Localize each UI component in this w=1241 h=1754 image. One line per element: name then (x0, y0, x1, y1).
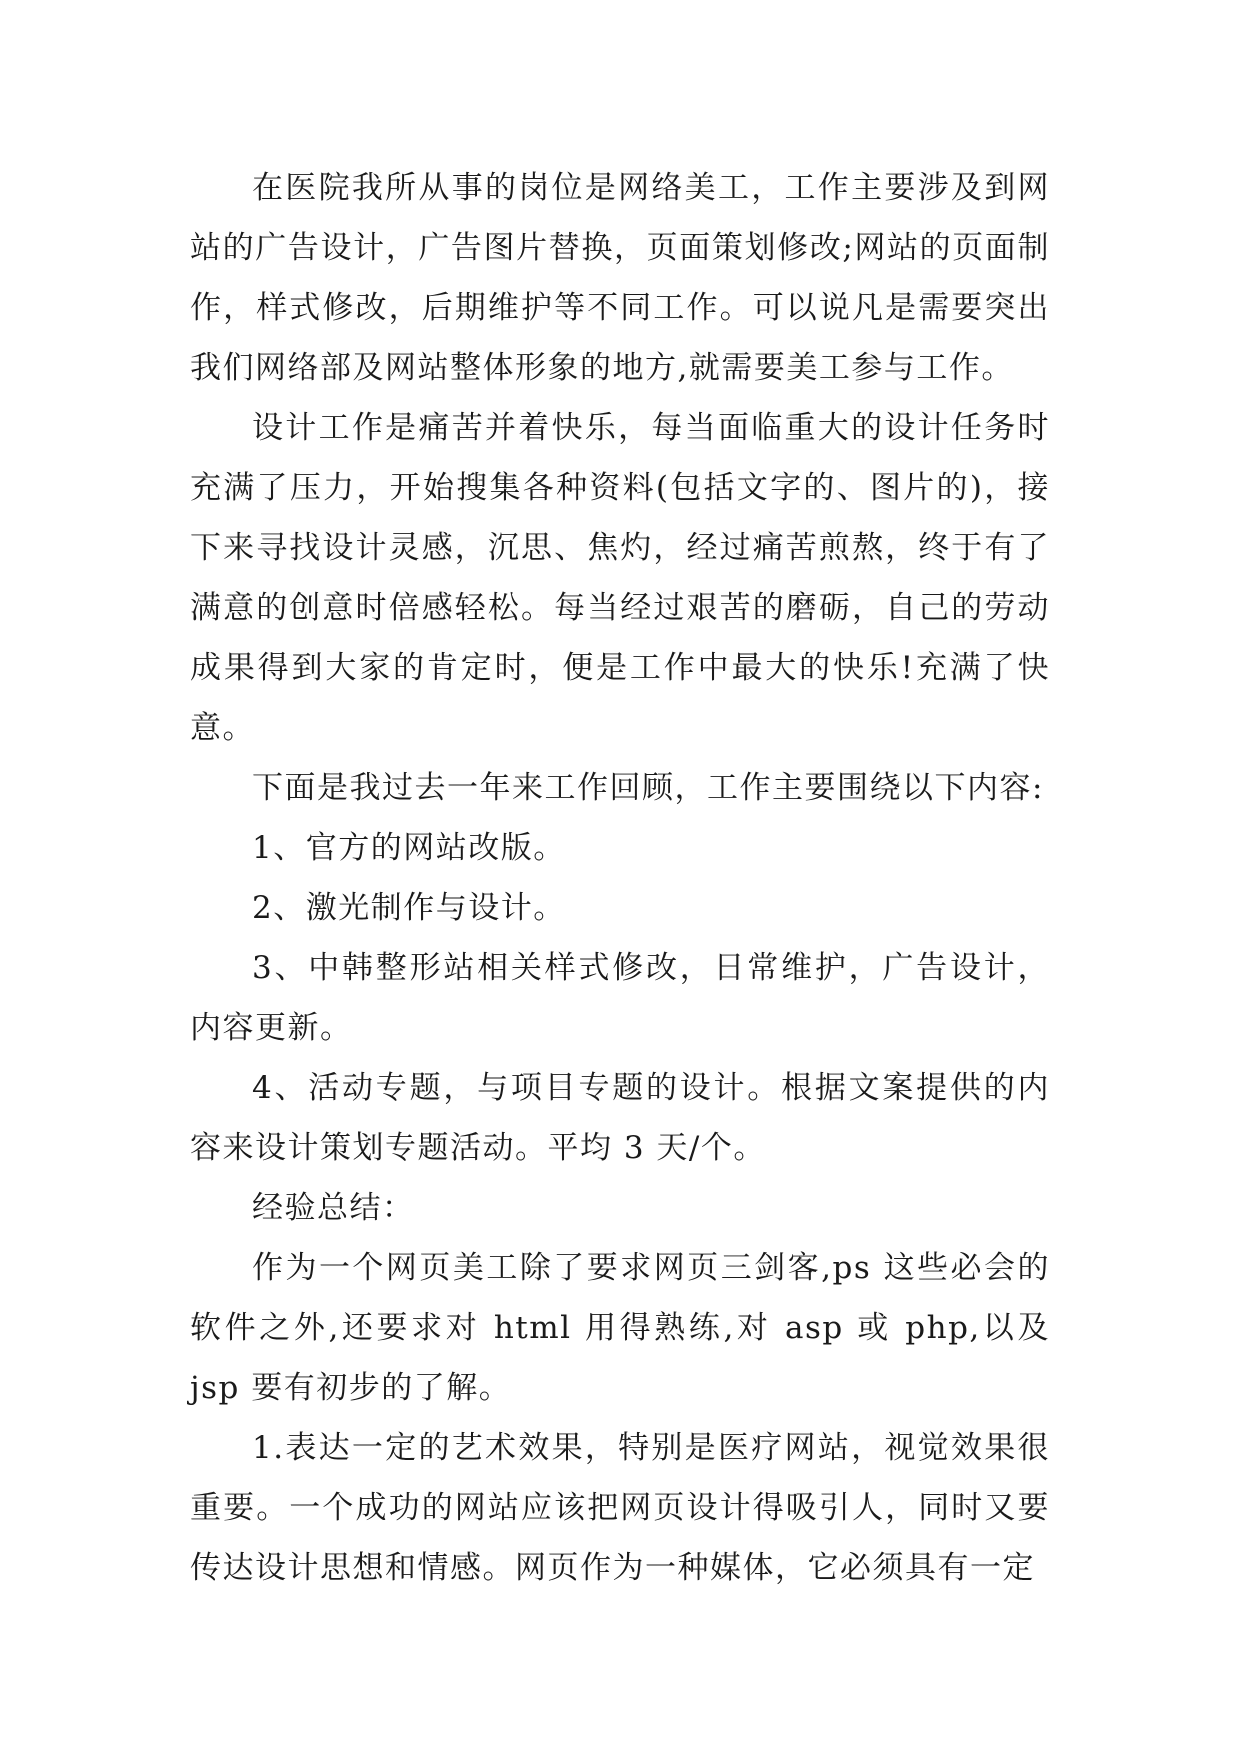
list-item-4: 4、活动专题，与项目专题的设计。根据文案提供的内容来设计策划专题活动。平均 3 天/个。 (190, 1070, 1050, 1166)
paragraph-review-intro: 下面是我过去一年来工作回顾，工作主要围绕以下内容: (252, 770, 1044, 806)
section-heading-summary: 经验总结： (252, 1190, 415, 1226)
list-item-3: 3、中韩整形站相关样式修改，日常维护，广告设计，内容更新。 (190, 950, 1050, 1046)
list-item-1: 1、官方的网站改版。 (252, 830, 566, 866)
paragraph-skills: 作为一个网页美工除了要求网页三剑客,ps 这些必会的软件之外,还要求对 html 用得熟练,对 asp 或 php,以及 jsp 要有初步的了解。 (190, 1250, 1050, 1406)
list-item-2: 2、激光制作与设计。 (252, 890, 566, 926)
paragraph-intro: 在医院我所从事的岗位是网络美工，工作主要涉及到网站的广告设计，广告图片替换，页面策划修改;网站的页面制作，样式修改，后期维护等不同工作。可以说凡是需要突出我们网络部及网站整体形象的地方,就需要美工参与工作。 (190, 170, 1050, 386)
paragraph-artistic-effect: 1.表达一定的艺术效果，特别是医疗网站，视觉效果很重要。一个成功的网站应该把网页设计得吸引人，同时又要传达设计思想和情感。网页作为一种媒体，它必须具有一定 (190, 1430, 1050, 1586)
document-body (190, 158, 1050, 1598)
paragraph-design-work: 设计工作是痛苦并着快乐，每当面临重大的设计任务时充满了压力，开始搜集各种资料(包括文字的、图片的)，接下来寻找设计灵感，沉思、焦灼，经过痛苦煎熬，终于有了满意的创意时倍感轻松。每当经过艰苦的磨砺，自己的劳动成果得到大家的肯定时，便是工作中最大的快乐!充满了快意。 (190, 410, 1050, 746)
